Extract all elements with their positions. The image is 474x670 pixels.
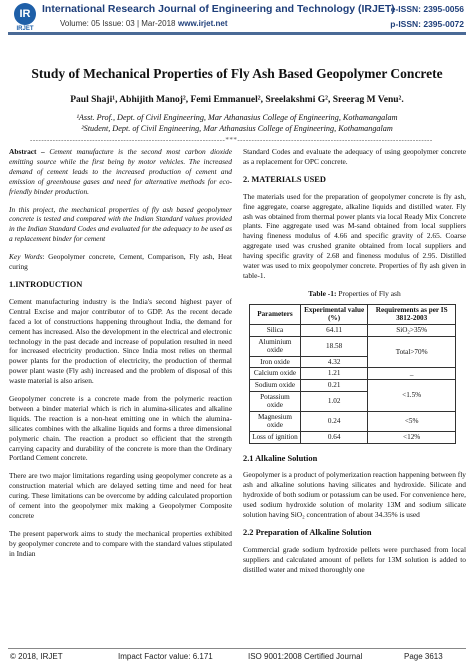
paper-authors: Paul Shaji¹, Abhijith Manoj², Femi Emmanuel², Sreelakshmi G², Sreerag M Venu². [70,95,404,105]
table-cell: 1.21 [300,368,367,380]
volume-issue: Volume: 05 Issue: 03 | Mar-2018 [60,19,176,28]
abstract-text: Cement manufacture is the second most carbon dioxide emitting source while the first being by motor vehicles. The increased demand of cement leads to the increased production of cement and emission of greenhouse gases and need for alternative methods for eco-friendly binder production. [9,147,233,196]
table-header-cell: Experimental value (%) [300,304,367,324]
table-cell: 4.32 [300,356,367,368]
paper-title: Study of Mechanical Properties of Fly Ash Based Geopolymer Concrete [31,66,443,81]
table-caption-label: Table -1: [308,288,337,298]
materials-heading: 2. MATERIALS USED [243,174,326,184]
intro-paragraph-2: Geopolymer concrete is a concrete made from the polymeric reaction between a binder material which is rich in alumina-silicates and alkaline liquids. The reaction is a non-heat emitting one in which the alumina-silicates combines with the alkaline liquids and forms a three dimensional polymeric chain. The reaction a product so efficient that the strength carrying capacity and durability of the concrete is more than the Ordinary Portland Cement concrete. [9,394,232,463]
table-caption-text: Properties of Fly ash [336,288,401,298]
abstract-text-2: In this project, the mechanical properties of fly ash based geopolymer concrete is tested and compared with the Indian Standard values provided in the Indian Standard Codes and evaluated for the adequacy to be used as a replacement binder for cement [9,204,232,244]
continued-paragraph: Standard Codes and evaluate the adequacy of using geopolymer concrete as a replacement for OPC concrete. [243,147,466,166]
table-caption [243,289,466,299]
affiliation-1: ¹Asst. Prof., Dept. of Civil Engineering, Mar Athanasius College of Engineering, Kothamangalam [76,113,398,122]
affiliation-2: ²Student, Dept. of Civil Engineering, Mar Athanasius College of Engineering, Kothamangalam [81,124,393,133]
table-cell: Silica [250,324,301,336]
journal-website-link[interactable]: www.irjet.net [178,19,228,28]
p-issn: p-ISSN: 2395-0072 [390,19,464,29]
table-cell: Magnesium oxide [250,411,301,431]
table-header-row [250,304,456,324]
logo-label: IRJET [16,26,34,32]
table-header-cell: Parameters [250,304,301,324]
right-column [243,147,466,583]
table-header-cell: Requirements as per IS 3812-2003 [368,304,456,324]
table-row [250,411,456,431]
table-row [250,336,456,356]
table-cell: Sodium oxide [250,379,301,391]
materials-paragraph: The materials used for the preparation of geopolymer concrete is fly ash, fine aggregate, coarse aggregate, alkaline liquids and distilled water. Fly ash was obtained from thermal power plants via local Ready Mix Concrete plants. Fine aggregate used was M-sand obtained from local suppliers having fineness modulus of 4.66 and specific gravity of 2.65. Coarse aggregate used was crushed granite obtained from local suppliers and having specific gravity of 2.68 and fineness modulus of 2.95. Distilled water was used to mix geopolymer concrete. Properties of fly ash given in table-1. [243,191,466,280]
table-cell: Loss of ignition [250,431,301,443]
table-row [250,368,456,380]
footer-iso: ISO 9001:2008 Certified Journal [248,652,363,661]
table-cell: <5% [368,411,456,431]
intro-paragraph-3: There are two major limitations regarding using geopolymer concrete as a construction material which are delayed setting time and need for heat curing. These limitations can be overcome by adding calculated proportion of cement into the geopolymer mix making a Geopolymer Composite concrete [9,471,232,520]
table-cell: Potassium oxide [250,391,301,411]
journal-header [0,0,474,44]
table-row [250,379,456,391]
e-issn: e-ISSN: 2395-0056 [390,4,464,14]
table-cell: 0.64 [300,431,367,443]
table-cell: 18.58 [300,336,367,356]
journal-name: International Research Journal of Engineering and Technology (IRJET) [42,3,395,15]
table-cell: 0.24 [300,411,367,431]
table-cell: _ [368,368,456,380]
intro-paragraph-1: Cement manufacturing industry is the India's second highest payer of Central Excise and major contributor of to GDP. As the recent decade faced a lot of constructions happening throughout India, the demand for cement has increased. Also the development in the electrical and electronic technology in the past decade and increase of population resulted in need for increased electricity production. Since India most relies on thermal power plants for the production of electricity, the production of thermal power plant waste (Fly ash) increased and the problem of disposal of this waste material is also arisen. [9,296,232,386]
footer-impact-factor: Impact Factor value: 6.171 [118,652,213,661]
footer-copyright: © 2018, IRJET [10,652,63,661]
table-cell: 1.02 [300,391,367,411]
table-cell: Aluminium oxide [250,336,301,356]
preparation-heading: 2.2 Preparation of Alkaline Solution [243,527,372,537]
logo-icon: IR [14,3,36,25]
section-separator: ---------------------------------------------------------------------***--------------------------------------------------------------------- [30,136,433,144]
abstract-label: Abstract – [9,147,45,156]
alkaline-solution-heading: 2.1 Alkaline Solution [243,453,318,463]
keywords-text: : Geopolymer concrete, Cement, Comparison, Fly ash, Heat curing [9,252,232,272]
fly-ash-properties-table [249,304,456,444]
alkaline-solution-paragraph: Geopolymer is a product of polymerization reaction happening between fly ash and alkaline solutions having silicates and hydroxide. Silicate and hydroxide of both sodium or potassium can be used. For convenience here, used sodium hydroxide solution of molarity 13M and sodium silicate solution having SiO₂ concentration of about 34.35% is used [243,470,466,520]
introduction-heading: 1.INTRODUCTION [9,279,83,289]
table-cell: <1.5% [368,379,456,411]
header-rule [8,32,466,35]
table-cell: Iron oxide [250,356,301,368]
abstract-paragraph [9,147,232,197]
table-row [250,431,456,443]
footer-rule [8,648,466,649]
table-cell: <12% [368,431,456,443]
footer-page-number: Page 3613 [404,652,443,661]
table-cell: SiO₂>35% [368,324,456,336]
table-cell: Calcium oxide [250,368,301,380]
keywords-paragraph [9,252,232,272]
preparation-paragraph: Commercial grade sodium hydroxide pellets were purchased from local suppliers and calculated amount of pellets for 13M solution is added to distilled water and mixed thoroughly one [243,544,466,574]
table-row [250,324,456,336]
table-cell: Total>70% [368,336,456,368]
table-cell: 0.21 [300,379,367,391]
keywords-label: Key Words [9,252,43,262]
left-column [9,147,232,567]
intro-paragraph-4: The present paperwork aims to study the mechanical properties exhibited by geopolymer concrete and to compare with the standard values stipulated in Indian [9,528,232,558]
table-cell: 64.11 [300,324,367,336]
